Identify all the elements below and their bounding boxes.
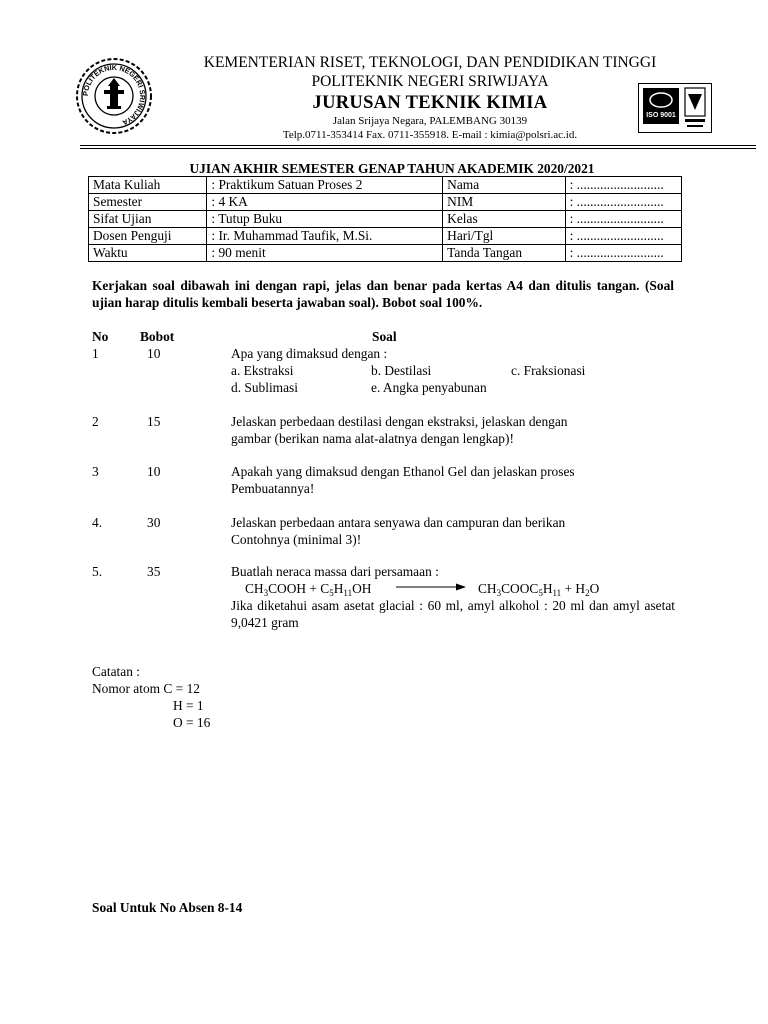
question-3-weight: 10 xyxy=(147,464,161,479)
notes-title: Catatan : xyxy=(92,664,140,679)
info-value: : Ir. Muhammad Taufik, M.Si. xyxy=(207,228,443,245)
info-value: : Tutup Buku xyxy=(207,211,443,228)
question-4-text-line1: Jelaskan perbedaan antara senyawa dan campuran dan berikan xyxy=(231,515,566,530)
info-row xyxy=(89,245,682,262)
institution-heading: POLITEKNIK NEGERI SRIWIJAYA xyxy=(311,73,549,90)
question-3-number: 3 xyxy=(92,464,99,479)
instruction-text: Kerjakan soal dibawah ini dengan rapi, jelas dan benar pada kertas A4 dan ditulis tangan. (Soal ujian harap ditulis kembali beserta jawaban soal). Bobot soal 100%. xyxy=(92,278,674,310)
question-1-option-e: e. Angka penyabunan xyxy=(371,380,487,395)
info-label: Tanda Tangan xyxy=(443,245,565,262)
exam-info-table xyxy=(88,176,682,262)
reaction-arrow-icon xyxy=(396,580,466,594)
notes-carbon: Nomor atom C = 12 xyxy=(92,681,200,696)
equation-products: $CH_3COOC_5H_{11} + H_2O$ xyxy=(478,581,600,598)
notes-hydrogen: H = 1 xyxy=(173,698,204,713)
info-label: Dosen Penguji xyxy=(89,228,207,245)
footer-note: Soal Untuk No Absen 8-14 xyxy=(92,900,243,915)
info-value: : .......................... xyxy=(565,211,681,228)
info-row xyxy=(89,211,682,228)
polsri-logo-icon xyxy=(74,56,154,136)
info-label: NIM xyxy=(443,194,565,211)
info-value: : 90 menit xyxy=(207,245,443,262)
question-2-number: 2 xyxy=(92,414,99,429)
info-label: Mata Kuliah xyxy=(89,177,207,194)
question-2-weight: 15 xyxy=(147,414,161,429)
svg-text:POLITEKNIK NEGERI SRIWIJAYA: POLITEKNIK NEGERI SRIWIJAYA xyxy=(80,62,148,128)
department-heading: JURUSAN TEKNIK KIMIA xyxy=(312,93,548,113)
info-value: : .......................... xyxy=(565,245,681,262)
info-value: : .......................... xyxy=(565,228,681,245)
question-1-number: 1 xyxy=(92,346,99,361)
address-line: Jalan Srijaya Negara, PALEMBANG 30139 xyxy=(332,115,528,127)
question-1-weight: 10 xyxy=(147,346,161,361)
info-value: : .......................... xyxy=(565,194,681,211)
question-5-weight: 35 xyxy=(147,564,161,579)
question-4-text-line2: Contohnya (minimal 3)! xyxy=(231,532,362,547)
header-rule-thin xyxy=(80,148,756,149)
question-1-option-a: a. Ekstraksi xyxy=(231,363,294,378)
equation-reactants: $CH_3COOH + C_5H_{11}OH$ xyxy=(245,581,372,598)
contact-line: Telp.0711-353414 Fax. 0711-355918. E-mail : kimia@polsri.ac.id. xyxy=(282,129,578,141)
question-4-number: 4. xyxy=(92,515,103,530)
column-header-soal: Soal xyxy=(372,329,397,344)
info-row xyxy=(89,228,682,245)
info-row xyxy=(89,177,682,194)
iso-certification-logo-icon xyxy=(638,83,712,133)
info-label: Nama xyxy=(443,177,565,194)
info-label: Kelas xyxy=(443,211,565,228)
svg-text:ISO 9001: ISO 9001 xyxy=(646,112,676,119)
question-1-text: Apa yang dimaksud dengan : xyxy=(231,346,388,361)
question-4-weight: 30 xyxy=(147,515,161,530)
question-1-option-b: b. Destilasi xyxy=(371,363,432,378)
question-2-text-line2: gambar (berikan nama alat-alatnya dengan lengkap)! xyxy=(231,431,514,446)
info-value: : Praktikum Satuan Proses 2 xyxy=(207,177,443,194)
question-1-option-c: c. Fraksionasi xyxy=(511,363,586,378)
info-value: : .......................... xyxy=(565,177,681,194)
header-rule-thick xyxy=(80,145,756,146)
info-label: Hari/Tgl xyxy=(443,228,565,245)
info-label: Waktu xyxy=(89,245,207,262)
question-3-text-line2: Pembuatannya! xyxy=(231,481,315,496)
notes-oxygen: O = 16 xyxy=(173,715,211,730)
ministry-heading: KEMENTERIAN RISET, TEKNOLOGI, DAN PENDIDIKAN TINGGI xyxy=(203,54,657,71)
info-label: Semester xyxy=(89,194,207,211)
question-1-option-d: d. Sublimasi xyxy=(231,380,298,395)
info-label: Sifat Ujian xyxy=(89,211,207,228)
question-3-text-line1: Apakah yang dimaksud dengan Ethanol Gel dan jelaskan proses xyxy=(231,464,575,479)
info-row xyxy=(89,194,682,211)
question-5-number: 5. xyxy=(92,564,103,579)
question-5-text: Buatlah neraca massa dari persamaan : xyxy=(231,564,439,579)
exam-title: UJIAN AKHIR SEMESTER GENAP TAHUN AKADEMIK 2020/2021 xyxy=(189,161,595,176)
column-header-bobot: Bobot xyxy=(140,329,175,344)
question-2-text-line1: Jelaskan perbedaan destilasi dengan ekstraksi, jelaskan dengan xyxy=(231,414,568,429)
column-header-no: No xyxy=(92,329,109,344)
question-5-data: Jika diketahui asam asetat glacial : 60 ml, amyl alkohol : 20 ml dan amyl asetat 9,0421 gram xyxy=(231,598,675,630)
info-value: : 4 KA xyxy=(207,194,443,211)
